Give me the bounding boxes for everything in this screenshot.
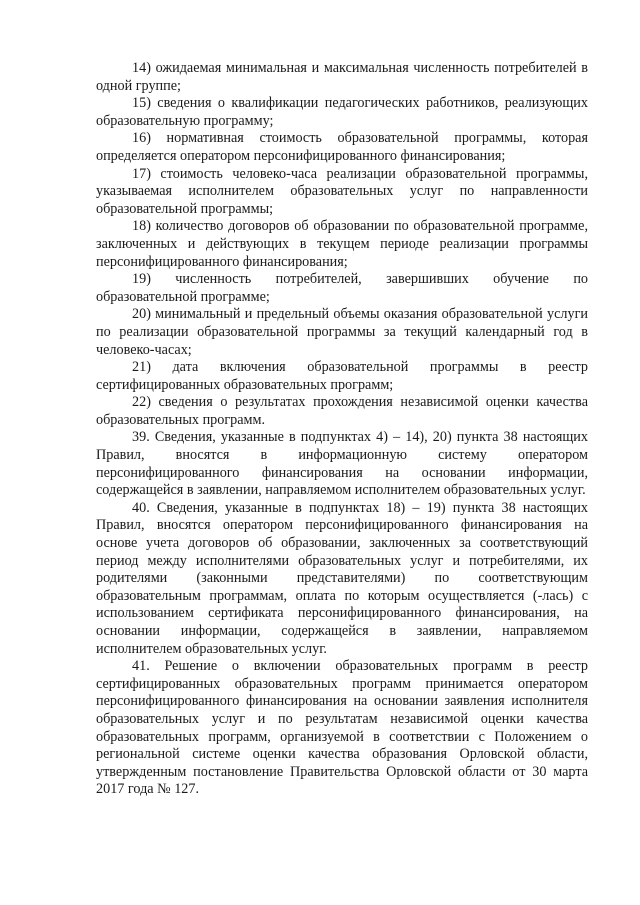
document-body <box>96 60 588 799</box>
paragraph-item-17: 17) стоимость человеко-часа реализации образовательной программы, указываемая исполнителем образовательных услуг по направленности образовательной программы; <box>96 165 588 217</box>
paragraph-item-19: 19) численность потребителей, завершивших обучение по образовательной программе; <box>96 271 588 305</box>
paragraph-item-22: 22) сведения о результатах прохождения независимой оценки качества образовательных программ. <box>96 394 588 428</box>
paragraph-clause-39: 39. Сведения, указанные в подпунктах 4) – 14), 20) пункта 38 настоящих Правил, вносятся в информационную систему оператором персонифицированного финансирования на основании информации, содержащейся в заявлении, направляемом исполнителем образовательных услуг. <box>96 429 588 499</box>
paragraph-clause-40: 40. Сведения, указанные в подпунктах 18) – 19) пункта 38 настоящих Правил, вносятся оператором персонифицированного финансирования на основе учета договоров об образовании, заключенных за соответствующий период между исполнителями образовательных услуг и потребителями, их родителями (законными представителями) по соответствующим образовательным программам, оплата по которым осуществляется (-лась) с использованием сертификата персонифицированного финансирования, на основании информации, содержащейся в заявлении, направляемом исполнителем образовательных услуг. <box>96 499 588 657</box>
paragraph-item-16: 16) нормативная стоимость образовательной программы, которая определяется оператором персонифицированного финансирования; <box>96 130 588 164</box>
paragraph-item-15: 15) сведения о квалификации педагогических работников, реализующих образовательную программу; <box>96 95 588 129</box>
paragraph-item-14: 14) ожидаемая минимальная и максимальная численность потребителей в одной группе; <box>96 60 588 94</box>
paragraph-item-21: 21) дата включения образовательной программы в реестр сертифицированных образовательных программ; <box>96 359 588 393</box>
paragraph-item-20: 20) минимальный и предельный объемы оказания образовательной услуги по реализации образовательной программы за текущий календарный год в человеко-часах; <box>96 306 588 358</box>
paragraph-item-18: 18) количество договоров об образовании по образовательной программе, заключенных и действующих в текущем периоде реализации программы персонифицированного финансирования; <box>96 218 588 270</box>
paragraph-clause-41: 41. Решение о включении образовательных программ в реестр сертифицированных образовательных программ принимается оператором персонифицированного финансирования на основании заявления исполнителя образовательных услуг и по результатам независимой оценки качества образовательных программ, организуемой в соответствии с Положением о региональной системе оценки качества образования Орловской области, утвержденным постановление Правительства Орловской области от 30 марта 2017 года № 127. <box>96 658 588 798</box>
